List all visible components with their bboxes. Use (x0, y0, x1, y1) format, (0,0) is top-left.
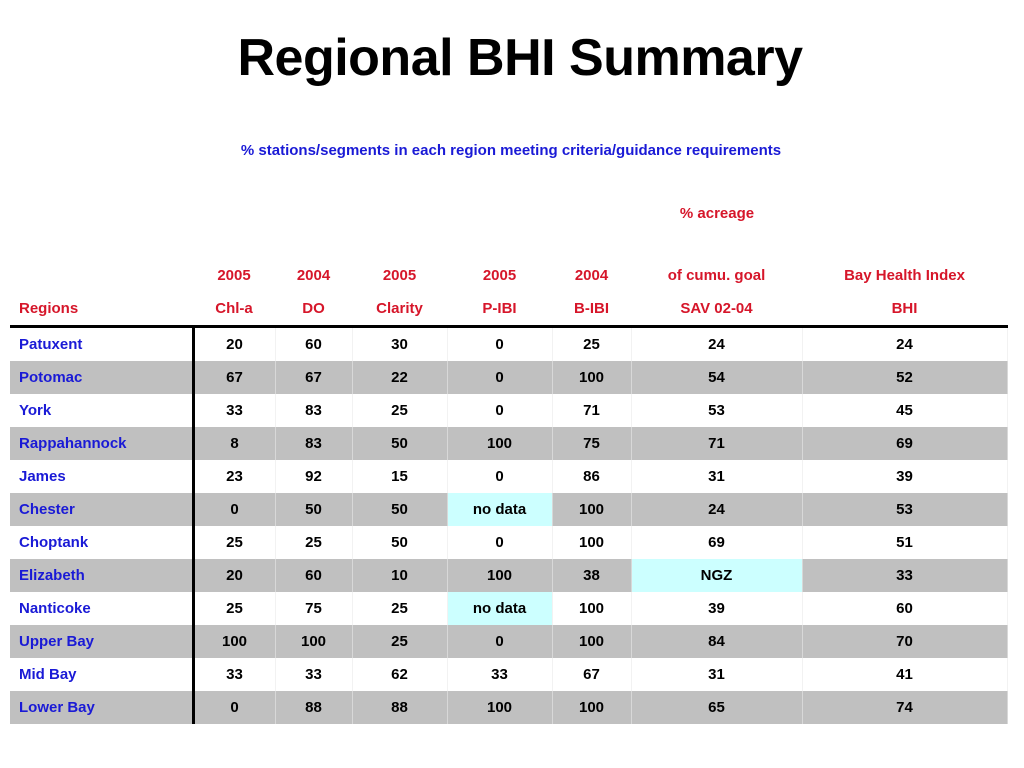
table-cell: 88 (275, 691, 352, 724)
table-cell: 51 (802, 526, 1007, 559)
region-name-cell: Mid Bay (10, 658, 193, 691)
table-cell: 20 (193, 327, 275, 362)
table-cell: 45 (802, 394, 1007, 427)
table-row (10, 427, 1007, 460)
column-header: P-IBI (447, 292, 552, 327)
table-cell: 71 (552, 394, 631, 427)
table-cell: 50 (352, 493, 447, 526)
table-cell: 60 (275, 559, 352, 592)
table-cell: 0 (447, 394, 552, 427)
table-cell: 20 (193, 559, 275, 592)
region-name-cell: Rappahannock (10, 427, 193, 460)
table-cell: 100 (552, 526, 631, 559)
table-row (10, 625, 1007, 658)
table-cell: 74 (802, 691, 1007, 724)
table-cell: 24 (631, 327, 802, 362)
column-header: 2005 (482, 267, 517, 284)
table-cell: 100 (447, 559, 552, 592)
page-title: Regional BHI Summary (237, 29, 803, 87)
region-name-cell: Potomac (10, 361, 193, 394)
table-cell: no data (447, 493, 552, 526)
table-cell: 33 (193, 394, 275, 427)
table-cell: 53 (631, 394, 802, 427)
table-cell: 25 (275, 526, 352, 559)
table-cell: 71 (631, 427, 802, 460)
table-cell: 83 (275, 427, 352, 460)
region-name-cell: Lower Bay (10, 691, 193, 724)
table-cell: 84 (631, 625, 802, 658)
column-header: BHI (802, 292, 1007, 327)
region-name-cell: Upper Bay (10, 625, 193, 658)
table-cell: 75 (552, 427, 631, 460)
column-header: 2004 (296, 267, 331, 284)
column-header-regions: Regions (10, 292, 193, 327)
column-header: Chl-a (193, 292, 275, 327)
table-cell: 100 (447, 427, 552, 460)
column-header: B-IBI (552, 292, 631, 327)
table-cell: 0 (447, 327, 552, 362)
table-cell: 60 (802, 592, 1007, 625)
table-cell: 25 (352, 592, 447, 625)
table-cell: 0 (447, 361, 552, 394)
table-cell: 0 (447, 460, 552, 493)
table-cell: 67 (275, 361, 352, 394)
table-cell: 67 (193, 361, 275, 394)
table-cell: 22 (352, 361, 447, 394)
table-row (10, 394, 1007, 427)
table-row (10, 361, 1007, 394)
table-row (10, 327, 1007, 362)
table-cell: 67 (552, 658, 631, 691)
table-cell: 0 (447, 526, 552, 559)
table-cell: 25 (552, 327, 631, 362)
region-name-cell: Choptank (10, 526, 193, 559)
table-cell: 100 (552, 493, 631, 526)
column-header: 2005 (217, 267, 251, 284)
table-cell: 0 (193, 691, 275, 724)
table-cell: 50 (275, 493, 352, 526)
table-cell: 25 (352, 394, 447, 427)
table-cell: 31 (631, 460, 802, 493)
table-cell: 0 (447, 625, 552, 658)
column-header: 2004 (574, 267, 609, 284)
table-cell: 54 (631, 361, 802, 394)
table-cell: 39 (802, 460, 1007, 493)
column-header: Clarity (352, 292, 447, 327)
table-cell: 25 (193, 592, 275, 625)
table-body (10, 327, 1007, 725)
region-name-cell: Nanticoke (10, 592, 193, 625)
table-row (10, 691, 1007, 724)
table-row (10, 559, 1007, 592)
table-cell: 33 (447, 658, 552, 691)
table-cell: 25 (352, 625, 447, 658)
bhi-summary-table (10, 259, 1008, 724)
table-cell: 75 (275, 592, 352, 625)
column-header: of cumu. goal (667, 267, 766, 284)
table-cell: 25 (193, 526, 275, 559)
column-header (10, 259, 193, 292)
table-cell: 33 (275, 658, 352, 691)
region-name-cell: Patuxent (10, 327, 193, 362)
table-cell: 86 (552, 460, 631, 493)
table-cell: 100 (552, 361, 631, 394)
region-name-cell: Chester (10, 493, 193, 526)
region-name-cell: James (10, 460, 193, 493)
table-cell: 88 (352, 691, 447, 724)
table-cell: NGZ (631, 559, 802, 592)
table-cell: 23 (193, 460, 275, 493)
table-cell: 38 (552, 559, 631, 592)
table-cell: 15 (352, 460, 447, 493)
table-cell: 30 (352, 327, 447, 362)
table-cell: 100 (193, 625, 275, 658)
table-cell: 33 (802, 559, 1007, 592)
table-cell: 62 (352, 658, 447, 691)
table-cell: 50 (352, 526, 447, 559)
table-row (10, 592, 1007, 625)
header-row-names (10, 292, 1007, 327)
region-name-cell: York (10, 394, 193, 427)
table-cell: 100 (552, 625, 631, 658)
table-cell: 53 (802, 493, 1007, 526)
table-row (10, 526, 1007, 559)
table-row (10, 460, 1007, 493)
table-cell: 39 (631, 592, 802, 625)
table-cell: 10 (352, 559, 447, 592)
table-cell: 60 (275, 327, 352, 362)
table-cell: 52 (802, 361, 1007, 394)
table-cell: 69 (802, 427, 1007, 460)
table-cell: 50 (352, 427, 447, 460)
table-cell: 24 (802, 327, 1007, 362)
table-cell: 69 (631, 526, 802, 559)
column-header: DO (275, 292, 352, 327)
table-cell: 65 (631, 691, 802, 724)
column-header: Bay Health Index (844, 267, 965, 284)
table-cell: 83 (275, 394, 352, 427)
table-cell: no data (447, 592, 552, 625)
header-row-years (10, 259, 1007, 292)
table-cell: 100 (552, 691, 631, 724)
table-row (10, 658, 1007, 691)
table-cell: 0 (193, 493, 275, 526)
table-cell: 33 (193, 658, 275, 691)
table-cell: 92 (275, 460, 352, 493)
region-name-cell: Elizabeth (10, 559, 193, 592)
table-cell: 41 (802, 658, 1007, 691)
table-cell: 24 (631, 493, 802, 526)
table-cell: 100 (275, 625, 352, 658)
table-row (10, 493, 1007, 526)
acreage-label: % acreage (679, 205, 755, 222)
column-header: SAV 02-04 (631, 292, 802, 327)
column-header: 2005 (382, 267, 417, 284)
table-subtitle: % stations/segments in each region meeting criteria/guidance requirements (240, 142, 782, 159)
table-cell: 100 (552, 592, 631, 625)
table-cell: 100 (447, 691, 552, 724)
table-cell: 70 (802, 625, 1007, 658)
table-cell: 8 (193, 427, 275, 460)
table-cell: 31 (631, 658, 802, 691)
